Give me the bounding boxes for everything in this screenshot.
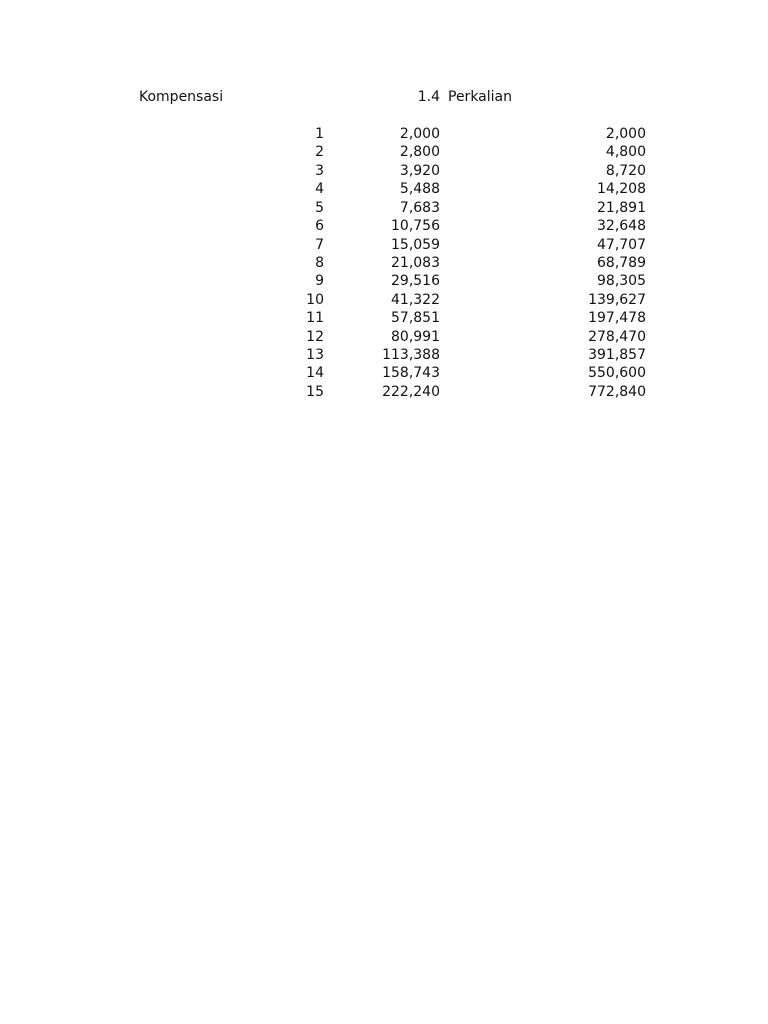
row-number: 7 [315,236,324,253]
row-number: 1 [315,126,324,142]
row-cumulative: 550,600 [588,365,646,382]
row-cumulative: 8,720 [605,162,646,179]
row-value: 80,991 [391,328,440,345]
table-row [0,254,768,272]
table-row [0,364,768,382]
table-row [0,236,768,254]
row-cumulative: 4,800 [605,144,646,161]
row-value: 10,756 [391,218,440,235]
table-row [0,383,768,401]
row-cumulative: 278,470 [588,328,646,345]
row-value: 158,743 [382,365,440,382]
row-value: 15,059 [391,236,440,253]
row-value: 29,516 [391,273,440,290]
row-cumulative: 391,857 [588,347,646,364]
row-value: 21,083 [391,254,440,271]
multiplier-label: Perkalian [448,89,512,105]
row-cumulative: 21,891 [597,199,646,216]
row-cumulative: 2,000 [605,126,646,142]
row-value: 57,851 [391,310,440,327]
compensation-table [0,125,768,401]
multiplier-value: 1.4 [417,89,440,105]
row-number: 10 [306,291,324,308]
row-cumulative: 32,648 [597,218,646,235]
table-row [0,217,768,235]
row-value: 113,388 [382,347,440,364]
row-cumulative: 68,789 [597,254,646,271]
row-number: 2 [315,144,324,161]
row-cumulative: 772,840 [588,383,646,400]
row-cumulative: 47,707 [597,236,646,253]
row-value: 222,240 [382,383,440,400]
row-value: 2,000 [399,126,440,142]
table-row [0,125,768,143]
row-number: 12 [306,328,324,345]
row-value: 5,488 [399,181,440,198]
row-number: 14 [306,365,324,382]
row-number: 3 [315,162,324,179]
table-row [0,328,768,346]
row-value: 41,322 [391,291,440,308]
row-cumulative: 139,627 [588,291,646,308]
table-row [0,346,768,364]
row-number: 15 [306,383,324,400]
table-row [0,199,768,217]
table-row [0,180,768,198]
table-row [0,272,768,290]
table-row [0,309,768,327]
row-number: 8 [315,254,324,271]
row-value: 3,920 [399,162,440,179]
row-cumulative: 98,305 [597,273,646,290]
row-number: 5 [315,199,324,216]
row-cumulative: 197,478 [588,310,646,327]
document-title: Kompensasi [139,89,224,105]
row-value: 2,800 [399,144,440,161]
row-cumulative: 14,208 [597,181,646,198]
table-row [0,162,768,180]
table-row [0,143,768,161]
row-number: 11 [306,310,324,327]
row-number: 4 [315,181,324,198]
row-value: 7,683 [399,199,440,216]
row-number: 13 [306,347,324,364]
table-row [0,291,768,309]
row-number: 6 [315,218,324,235]
row-number: 9 [315,273,324,290]
